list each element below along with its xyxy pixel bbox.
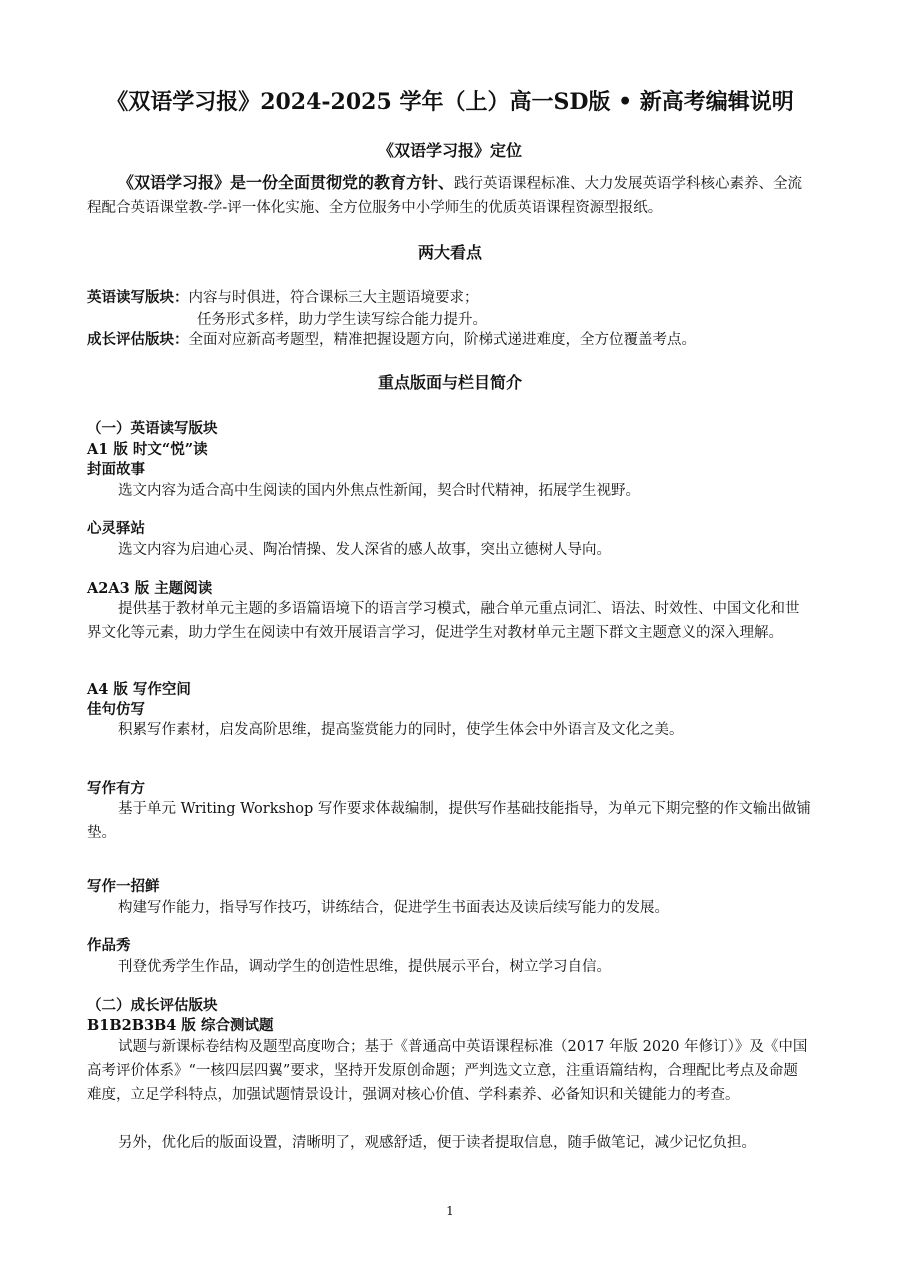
works-show-title: 作品秀	[87, 937, 131, 954]
sentence-imitation-title: 佳句仿写	[87, 701, 145, 718]
highlight-assessment	[87, 329, 827, 351]
sentence-imitation-text: 积累写作素材，启发高阶思维，提高鉴赏能力的同时，使学生体会中外语言及文化之美。	[118, 722, 684, 738]
soul-station-title: 心灵驿站	[87, 520, 145, 537]
writing-trick-title: 写作一招鲜	[87, 878, 160, 895]
highlights-heading: 两大看点	[417, 243, 482, 262]
positioning-paragraph	[87, 171, 812, 220]
highlight-reading-writing	[87, 287, 827, 309]
highlight-label: 英语读写版块：	[87, 289, 189, 306]
b-text-2: 另外，优化后的版面设置，清晰明了，观感舒适，便于读者提取信息，随手做笔记，减少记忆负担。	[118, 1135, 756, 1151]
works-show-text: 刊登优秀学生作品，调动学生的创造性思维，提供展示平台，树立学习自信。	[118, 959, 611, 975]
highlight-line: 内容与时俱进，符合课标三大主题语境要求；	[188, 290, 479, 306]
highlight-line: 任务形式多样，助力学生读写综合能力提升。	[197, 312, 487, 328]
highlight-line: 全面对应新高考题型，精准把握设题方向，阶梯式递进难度，全方位覆盖考点。	[188, 332, 696, 348]
b-text-1: 试题与新课标卷结构及题型高度吻合；基于《普通高中英语课程标准（2017 年版 2020 年修订）》及《中国高考评价体系》“一核四层四翼”要求，坚持开发原创命题；严判选文立意，注重语篇结构，合理配比考点及命题难度，立足学科特点，加强试题情景设计，强调对核心价值、学科素养、必备知识和关键能力的考查。	[87, 1039, 808, 1103]
part1-heading: （一）英语读写版块	[87, 420, 218, 437]
positioning-heading: 《双语学习报》定位	[377, 141, 522, 160]
a1-heading: A1 版 时文“悦”读	[87, 441, 208, 458]
positioning-lead: 《双语学习报》是一份全面贯彻党的教育方针、	[118, 173, 455, 192]
a2a3-text: 提供基于教材单元主题的多语篇语境下的语言学习模式，融合单元重点词汇、语法、时效性、中国文化和世界文化等元素，助力学生在阅读中有效开展语言学习，促进学生对教材单元主题下群文主题意义的深入理解。	[87, 601, 800, 641]
a4-heading: A4 版 写作空间	[87, 681, 191, 698]
positioning-text: 践行英语课程标准、大力发展英语学科核心素养、全流程配合英语课堂教-学-评一体化实施、全方位服务中小学师生的优质英语课程资源型报纸。	[87, 176, 803, 216]
writing-trick-text: 构建写作能力，指导写作技巧，讲练结合，促进学生书面表达及读后续写能力的发展。	[118, 900, 669, 916]
cover-story-title: 封面故事	[87, 461, 145, 478]
b-heading: B1B2B3B4 版 综合测试题	[87, 1017, 274, 1034]
highlight-label: 成长评估版块：	[87, 331, 189, 348]
soul-station-text: 选文内容为启迪心灵、陶冶情操、发人深省的感人故事，突出立德树人导向。	[118, 542, 611, 558]
document-title: 《双语学习报》2024-2025 学年（上）高一SD版 • 新高考编辑说明	[106, 89, 794, 115]
columns-heading: 重点版面与栏目简介	[377, 373, 522, 392]
page-number: 1	[446, 1204, 454, 1218]
cover-story-text: 选文内容为适合高中生阅读的国内外焦点性新闻，契合时代精神，拓展学生视野。	[118, 483, 640, 499]
a2a3-heading: A2A3 版 主题阅读	[87, 580, 213, 597]
writing-method-title: 写作有方	[87, 780, 145, 797]
writing-method-text: 基于单元 Writing Workshop 写作要求体裁编制，提供写作基础技能指导，为单元下期完整的作文输出做铺垫。	[87, 801, 811, 841]
part2-heading: （二）成长评估版块	[87, 997, 218, 1014]
